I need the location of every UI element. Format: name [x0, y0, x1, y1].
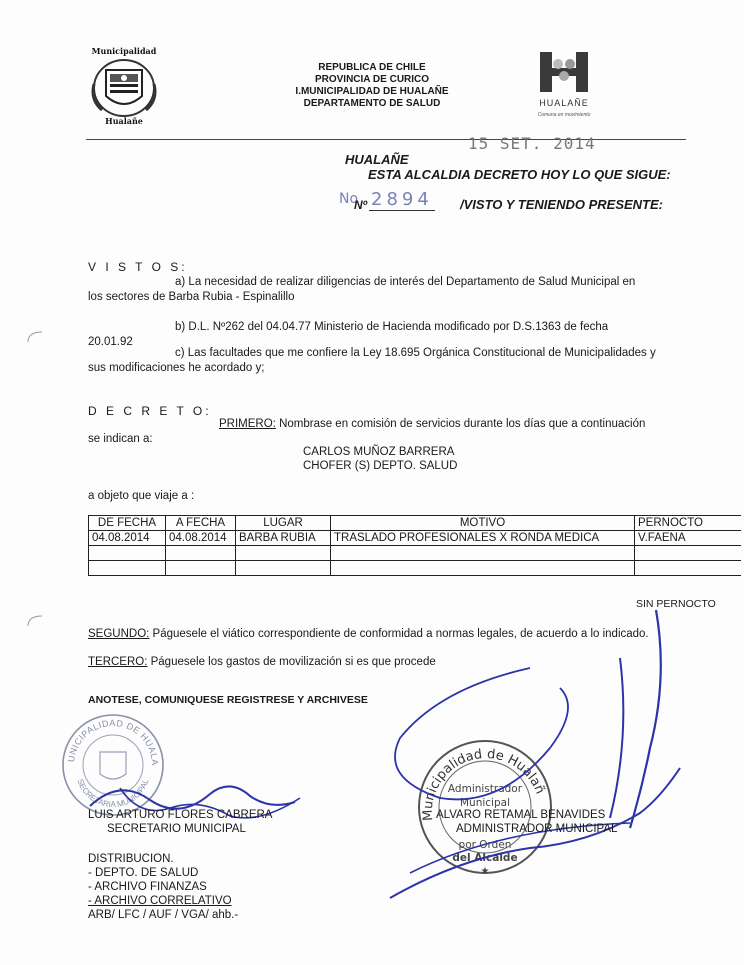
table-cell: TRASLADO PROFESIONALES X RONDA MEDICA — [331, 531, 635, 546]
decree-number: 2894 — [371, 189, 433, 210]
date-stamp: 15 SET. 2014 — [468, 134, 596, 153]
hualane-logo — [532, 50, 596, 122]
table-cell — [236, 546, 331, 561]
decreto-primero-line2: se indican a: — [88, 433, 153, 445]
right-signer-name: ALVARO RETAMAL BENAVIDES — [436, 809, 606, 821]
viatico-table — [88, 515, 741, 576]
vistos-c-line1: c) Las facultades que me confiere la Ley 18.695 Orgánica Constitucional de Municipalidades y — [175, 347, 656, 359]
table-row — [89, 546, 742, 561]
table-cell — [635, 561, 742, 576]
right-seal-arc-text: Municipalidad de Hualañe — [410, 725, 548, 822]
vistos-a-line1: a) La necesidad de realizar diligencias de interés del Departamento de Salud Municipal en — [175, 276, 636, 288]
objeto-line: a objeto que viaje a : — [88, 490, 195, 502]
vistos-b-line1: b) D.L. Nº262 del 04.04.77 Ministerio de Hacienda modificado por D.S.1363 de fecha — [175, 321, 609, 333]
punch-mark — [24, 328, 44, 348]
header-institution — [0, 62, 744, 110]
primero-text: Nombrase en comisión de servicios durante los días que a continuación — [275, 418, 646, 430]
decreto-primero — [219, 416, 645, 432]
segundo-text: Páguesele el viático correspondiente de conformidad a normas legales, de acuerdo a lo indicado. — [149, 628, 649, 640]
table-row — [89, 531, 742, 546]
distribucion-item: - ARCHIVO CORRELATIVO — [88, 895, 232, 907]
decree-no-handwritten-prefix: No — [339, 191, 359, 207]
table-cell: V.FAENA — [635, 531, 742, 546]
svg-text:Hualañe: Hualañe — [105, 116, 143, 126]
table-cell: 04.08.2014 — [89, 531, 166, 546]
tercero-text: Páguesele los gastos de movilización si es que procede — [147, 656, 436, 668]
header-line-1: REPUBLICA DE CHILE — [318, 62, 426, 73]
right-seal-line-3: por Orden — [458, 839, 512, 851]
right-seal-line-1: Administrador — [447, 783, 523, 795]
table-row — [89, 561, 742, 576]
table-cell — [635, 546, 742, 561]
right-signature — [380, 598, 700, 918]
svg-text:Municipalidad: Municipalidad — [91, 46, 157, 56]
distribucion-title: DISTRIBUCION. — [88, 853, 174, 865]
vistos-title: V I S T O S: — [88, 260, 188, 274]
heading-decree-line: ESTA ALCALDIA DECRETO HOY LO QUE SIGUE: — [368, 167, 671, 182]
person-role: CHOFER (S) DEPTO. SALUD — [303, 460, 458, 472]
distribucion-item: - ARCHIVO FINANZAS — [88, 881, 207, 893]
left-signer-role: SECRETARIO MUNICIPAL — [107, 823, 246, 835]
segundo-label: SEGUNDO: — [88, 628, 150, 640]
table-header-row — [89, 516, 742, 531]
header-divider — [86, 139, 686, 140]
right-seal-line-4: del Alcalde — [452, 852, 518, 864]
sin-pernocto-note: SIN PERNOCTO — [636, 598, 716, 610]
primero-label: PRIMERO: — [219, 418, 276, 430]
vistos-a-line2: los sectores de Barba Rubia - Espinalillo — [88, 291, 295, 303]
table-cell: BARBA RUBIA — [236, 531, 331, 546]
heading-town: HUALAÑE — [345, 152, 409, 167]
logo-tagline: Comuna en movimiento — [537, 112, 591, 118]
table-cell — [236, 561, 331, 576]
table-header-cell: DE FECHA — [89, 516, 166, 531]
header-line-4: DEPARTAMENTO DE SALUD — [303, 98, 441, 109]
heading-visto-line: /VISTO Y TENIENDO PRESENTE: — [460, 197, 663, 212]
distribucion-initials: ARB/ LFC / AUF / VGA/ ahb.- — [88, 909, 239, 921]
person-name: CARLOS MUÑOZ BARRERA — [303, 446, 455, 458]
decreto-title: D E C R E T O: — [88, 404, 212, 418]
vistos-c-line2: sus modificaciones he acordado y; — [88, 362, 265, 374]
header-line-2: PROVINCIA DE CURICO — [314, 74, 430, 85]
punch-mark — [24, 612, 44, 632]
tercero-label: TERCERO: — [88, 656, 148, 668]
decree-no-label: Nº — [354, 198, 368, 212]
right-seal-line-2: Municipal — [460, 797, 510, 809]
left-signer-name: LUIS ARTURO FLORES CABRERA — [88, 809, 273, 821]
right-signer-role: ADMINISTRADOR MUNICIPAL — [456, 823, 618, 835]
table-header-cell: A FECHA — [166, 516, 236, 531]
table-cell — [331, 561, 635, 576]
left-seal-bottom-text: SECRETARIA MUNICIPAL — [75, 777, 151, 810]
distribucion-item: - DEPTO. DE SALUD — [88, 867, 199, 879]
star-icon: ★ — [480, 866, 490, 877]
table-cell — [166, 561, 236, 576]
table-header-cell: MOTIVO — [331, 516, 635, 531]
header-line-3: I.MUNICIPALIDAD DE HUALAÑE — [295, 86, 449, 97]
vistos-b-line2: 20.01.92 — [88, 336, 133, 348]
logo-name: HUALAÑE — [539, 98, 589, 108]
table-cell — [89, 561, 166, 576]
anotese-line: ANOTESE, COMUNIQUESE REGISTRESE Y ARCHIVESE — [88, 694, 368, 706]
table-cell — [89, 546, 166, 561]
left-seal-top-text: I. MUNICIPALIDAD DE HUALAÑE — [56, 704, 161, 767]
table-cell — [166, 546, 236, 561]
table-cell: 04.08.2014 — [166, 531, 236, 546]
table-header-cell: LUGAR — [236, 516, 331, 531]
table-cell — [331, 546, 635, 561]
table-header-cell: PERNOCTO — [635, 516, 742, 531]
